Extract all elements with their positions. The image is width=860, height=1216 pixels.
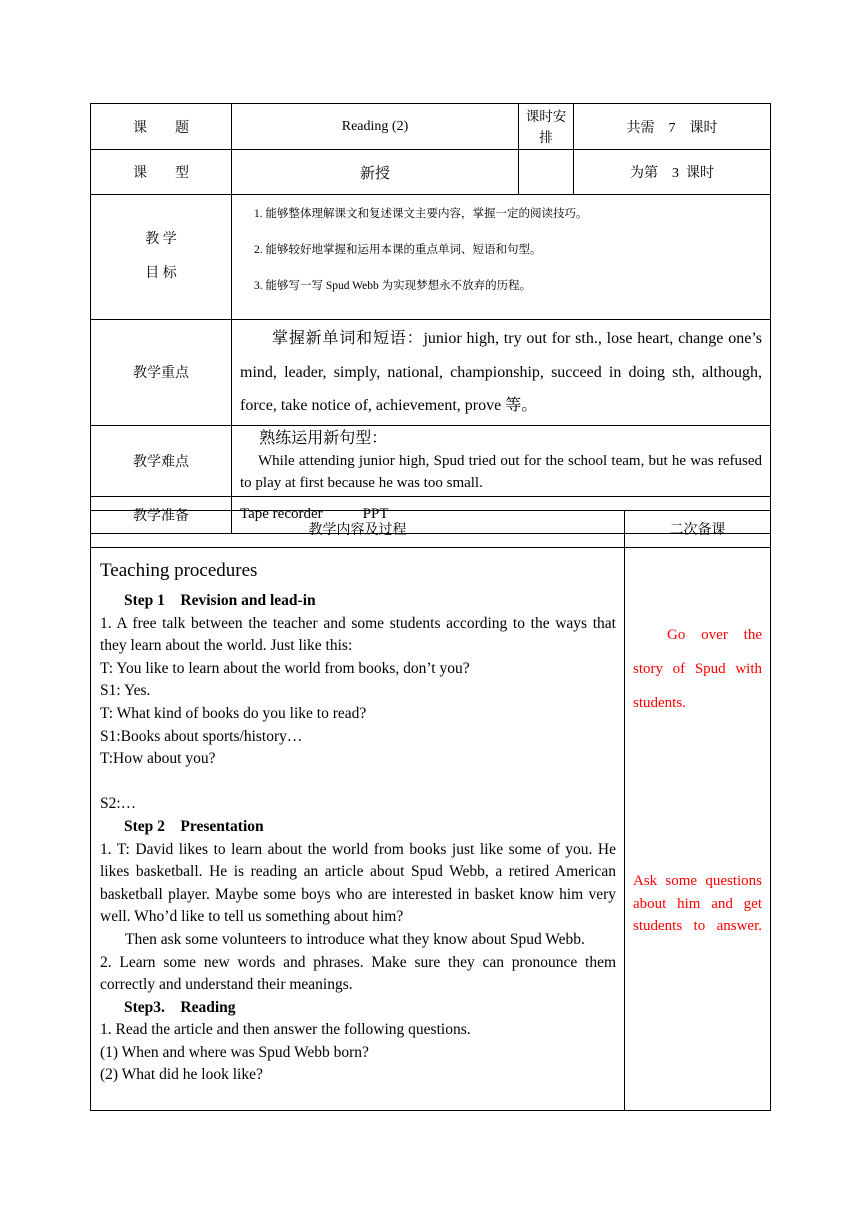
dialogue-line: S1:Books about sports/history… (100, 727, 303, 745)
goals-row (91, 195, 771, 320)
topic-label: 课 题 (91, 104, 232, 150)
step-3-heading: Step3. Reading (124, 998, 236, 1016)
prep-item-ppt: PPT (362, 506, 389, 522)
type-label: 课 型 (91, 150, 232, 195)
difficulties-lead: 熟练运用新句型： (259, 429, 388, 447)
difficulties-content (232, 425, 771, 496)
topic-row (91, 104, 771, 150)
notes-header: 二次备课 (625, 511, 771, 548)
goals-label (91, 195, 232, 320)
dialogue-line: S1: Yes. (100, 682, 151, 700)
dialogue-line: S2:… (100, 795, 137, 813)
total-periods: 共需 7 课时 (574, 104, 771, 150)
question-item: (1) When and where was Spud Webb born? (100, 1043, 369, 1061)
prep-label: 教学准备 (91, 496, 232, 533)
procedure-header-row (91, 511, 771, 548)
paragraph: 1. A free talk between the teacher and some students according to the ways that they learn about the world. Just like this: (100, 614, 616, 655)
prep-item-tape: Tape recorder (240, 506, 323, 522)
content-header: 教学内容及过程 (91, 511, 625, 548)
goal-item: 3. 能够写一写 Spud Webb 为实现梦想永不放弃的历程。 (254, 280, 532, 292)
step-1-heading: Step 1 Revision and lead-in (124, 592, 316, 609)
topic-value: Reading (2) (232, 104, 519, 150)
difficulties-row (91, 425, 771, 496)
revision-notes (625, 548, 771, 1111)
difficulties-text: While attending junior high, Spud tried out for the school team, but he was refused to play at first because he was too small. (240, 452, 762, 491)
key-points-content (232, 320, 771, 426)
empty-cell (519, 150, 574, 195)
key-points-lead: 掌握新单词和短语： (272, 330, 424, 347)
note-ask-questions: Ask some questions about him and get students to answer. (633, 873, 762, 935)
dialogue-line: T:How about you? (100, 750, 216, 768)
key-points-row (91, 320, 771, 426)
procedure-content (91, 548, 625, 1111)
dialogue-line: T: You like to learn about the world from books, don’t you? (100, 659, 470, 677)
goal-item: 2. 能够较好地掌握和运用本课的重点单词、短语和句型。 (254, 244, 542, 256)
type-row (91, 150, 771, 195)
dialogue-line: T: What kind of books do you like to read? (100, 704, 367, 722)
schedule-label: 课时安排 (519, 104, 574, 150)
paragraph: 1. Read the article and then answer the following questions. (100, 1021, 471, 1039)
paragraph: 2. Learn some new words and phrases. Make sure they can pronounce them correctly and understand their meanings. (100, 953, 616, 994)
procedure-table (90, 510, 771, 1111)
step-2-heading: Step 2 Presentation (124, 817, 264, 835)
goals-list (232, 195, 771, 320)
note-go-over: Go over the story of Spud with students. (633, 627, 762, 711)
procedures-title: Teaching procedures (100, 560, 258, 581)
question-item: (2) What did he look like? (100, 1066, 263, 1084)
procedure-body-row (91, 548, 771, 1111)
nth-period: 为第 3 课时 (574, 150, 771, 195)
goals-label-line1: 教 学 (145, 232, 177, 247)
goal-item: 1. 能够整体理解课文和复述课文主要内容，掌握一定的阅读技巧。 (254, 208, 588, 220)
lesson-info-table (90, 103, 771, 534)
paragraph: 1. T: David likes to learn about the world from books just like some of you. He likes basketball. He is reading an article about Spud Webb, a retired American basketball player. Maybe some boys who are interested in basket know him very well. Who’d like to tell us something about him? (100, 840, 616, 926)
goals-label-line2: 目 标 (145, 266, 177, 281)
key-points-text: junior high, try out for sth., lose heart, change one’s mind, leader, simply, national, championship, succeed in doing sth, although, force, take notice of, achievement, prove 等。 (240, 330, 762, 414)
paragraph: Then ask some volunteers to introduce what they know about Spud Webb. (125, 930, 585, 948)
difficulties-label: 教学难点 (91, 425, 232, 496)
type-value: 新授 (232, 150, 519, 195)
key-points-label: 教学重点 (91, 320, 232, 426)
